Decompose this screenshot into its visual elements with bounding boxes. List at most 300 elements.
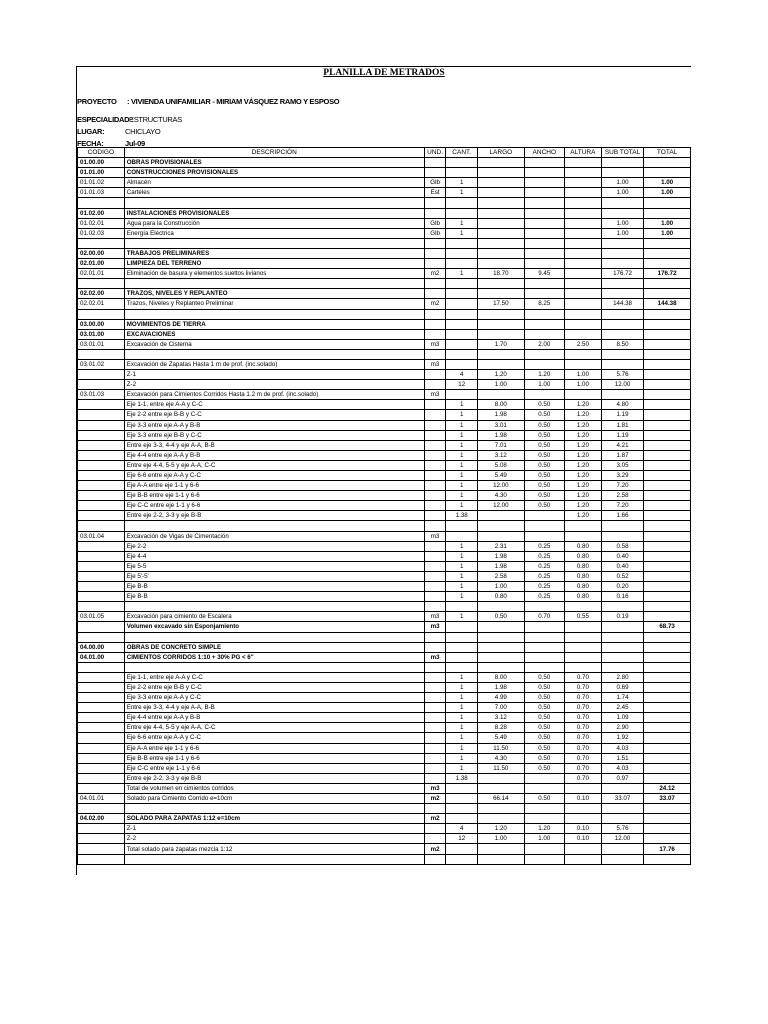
- cell-subtotal: 0.40: [601, 551, 643, 561]
- cell-largo: [477, 329, 524, 339]
- header-row: [78, 148, 691, 158]
- cell-descripcion: Solado para Cimiento Corrido e=10cm: [124, 794, 424, 804]
- cell-codigo: [78, 481, 125, 491]
- cell-codigo: [78, 703, 125, 713]
- cell-largo: [477, 168, 524, 178]
- cell-subtotal: 7.20: [601, 481, 643, 491]
- cell-codigo: [78, 491, 125, 501]
- cell-ancho: 1.20: [524, 370, 564, 380]
- cell-altura: 1.20: [564, 481, 601, 491]
- table-row: [78, 329, 691, 339]
- cell-total: [644, 723, 691, 733]
- cell-subtotal: [601, 238, 643, 248]
- cell-ancho: 0.50: [524, 471, 564, 481]
- cell-cant: 1: [446, 541, 478, 551]
- cell-descripcion: Eliminación de basura y elementos sueltos livianos: [124, 269, 424, 279]
- cell-cant: 1: [446, 269, 478, 279]
- table-row: [78, 289, 691, 299]
- cell-subtotal: [601, 289, 643, 299]
- cell-largo: 1.98: [477, 682, 524, 692]
- cell-ancho: 0.25: [524, 551, 564, 561]
- metrados-sheet: [76, 66, 691, 875]
- cell-total: [644, 521, 691, 531]
- table-row: [78, 743, 691, 753]
- cell-descripcion: Eje 6-6 entre eje A-A y C-C: [124, 471, 424, 481]
- cell-altura: [564, 218, 601, 228]
- cell-largo: 66.14: [477, 794, 524, 804]
- col-codigo: CODIGO: [78, 148, 125, 158]
- cell-descripcion: Entre eje 2-2, 3-3 y eje B-B: [124, 511, 424, 521]
- cell-altura: [564, 178, 601, 188]
- cell-codigo: [78, 854, 125, 864]
- cell-subtotal: [601, 531, 643, 541]
- cell-subtotal: 2.58: [601, 491, 643, 501]
- cell-largo: 1.98: [477, 410, 524, 420]
- cell-und: m3: [424, 612, 446, 622]
- cell-und: [424, 854, 446, 864]
- cell-und: m3: [424, 359, 446, 369]
- cell-cant: [446, 814, 478, 824]
- header-proyecto: [77, 97, 340, 106]
- cell-largo: 8.00: [477, 400, 524, 410]
- table-row: [78, 521, 691, 531]
- cell-codigo: 01.02.00: [78, 208, 125, 218]
- cell-descripcion: Eje C-C entre eje 1-1 y 6-6: [124, 501, 424, 511]
- cell-subtotal: [601, 279, 643, 289]
- cell-cant: [446, 390, 478, 400]
- table-row: [78, 693, 691, 703]
- cell-subtotal: [601, 198, 643, 208]
- cell-altura: 0.70: [564, 713, 601, 723]
- cell-subtotal: 0.20: [601, 582, 643, 592]
- cell-cant: [446, 329, 478, 339]
- cell-descripcion: EXCAVACIONES: [124, 329, 424, 339]
- cell-ancho: [524, 178, 564, 188]
- cell-cant: [446, 652, 478, 662]
- cell-subtotal: [601, 844, 643, 854]
- cell-cant: [446, 279, 478, 289]
- cell-altura: [564, 158, 601, 168]
- table-row: [78, 460, 691, 470]
- cell-subtotal: [601, 319, 643, 329]
- cell-descripcion: [124, 632, 424, 642]
- cell-ancho: 0.50: [524, 743, 564, 753]
- cell-altura: 1.20: [564, 430, 601, 440]
- cell-ancho: 0.50: [524, 481, 564, 491]
- cell-und: [424, 511, 446, 521]
- cell-ancho: 8.25: [524, 299, 564, 309]
- cell-descripcion: Excavación para Cimientos Corridos Hasta 1.2 m de prof. (inc.solado): [124, 390, 424, 400]
- cell-total: 1.00: [644, 178, 691, 188]
- cell-subtotal: 1.00: [601, 188, 643, 198]
- cell-und: [424, 309, 446, 319]
- cell-codigo: [78, 763, 125, 773]
- cell-cant: [446, 531, 478, 541]
- lugar-value: CHICLAYO: [125, 127, 161, 136]
- cell-altura: [564, 662, 601, 672]
- cell-total: [644, 370, 691, 380]
- cell-total: [644, 309, 691, 319]
- cell-descripcion: Eje A-A entre eje 1-1 y 6-6: [124, 743, 424, 753]
- cell-ancho: 0.25: [524, 582, 564, 592]
- cell-ancho: [524, 248, 564, 258]
- cell-subtotal: 1.00: [601, 228, 643, 238]
- cell-largo: 4.30: [477, 753, 524, 763]
- cell-total: [644, 713, 691, 723]
- cell-subtotal: [601, 652, 643, 662]
- cell-cant: [446, 662, 478, 672]
- table-row: [78, 834, 691, 844]
- table-row: [78, 592, 691, 602]
- cell-altura: 1.00: [564, 370, 601, 380]
- cell-ancho: [524, 642, 564, 652]
- cell-altura: 0.80: [564, 561, 601, 571]
- cell-und: [424, 602, 446, 612]
- cell-codigo: [78, 824, 125, 834]
- cell-und: Glb: [424, 218, 446, 228]
- table-row: [78, 713, 691, 723]
- fecha-value: Jul-09: [125, 139, 145, 148]
- cell-ancho: [524, 602, 564, 612]
- cell-und: m3: [424, 339, 446, 349]
- cell-largo: 11.50: [477, 743, 524, 753]
- cell-largo: [477, 642, 524, 652]
- cell-subtotal: [601, 814, 643, 824]
- cell-codigo: 03.01.01: [78, 339, 125, 349]
- cell-und: [424, 450, 446, 460]
- cell-largo: 18.70: [477, 269, 524, 279]
- cell-codigo: [78, 672, 125, 682]
- table-row: [78, 370, 691, 380]
- cell-total: [644, 430, 691, 440]
- cell-cant: [446, 299, 478, 309]
- cell-altura: 0.10: [564, 794, 601, 804]
- col-cant: CANT.: [446, 148, 478, 158]
- cell-und: [424, 571, 446, 581]
- table-row: [78, 783, 691, 793]
- cell-total: [644, 682, 691, 692]
- cell-cant: [446, 319, 478, 329]
- col-total: TOTAL: [644, 148, 691, 158]
- cell-largo: 3.01: [477, 420, 524, 430]
- cell-altura: [564, 632, 601, 642]
- cell-altura: [564, 854, 601, 864]
- cell-altura: 1.20: [564, 471, 601, 481]
- cell-und: [424, 491, 446, 501]
- cell-total: [644, 693, 691, 703]
- cell-subtotal: 4.03: [601, 743, 643, 753]
- cell-subtotal: 2.90: [601, 723, 643, 733]
- cell-cant: 1: [446, 410, 478, 420]
- cell-und: [424, 723, 446, 733]
- cell-und: [424, 158, 446, 168]
- cell-cant: 1: [446, 420, 478, 430]
- table-row: [78, 561, 691, 571]
- cell-descripcion: Total solado para zapatas mezcla 1:12: [124, 844, 424, 854]
- cell-und: [424, 198, 446, 208]
- cell-cant: 1: [446, 713, 478, 723]
- cell-cant: [446, 854, 478, 864]
- cell-codigo: [78, 279, 125, 289]
- cell-cant: [446, 168, 478, 178]
- cell-codigo: [78, 400, 125, 410]
- cell-ancho: [524, 228, 564, 238]
- cell-largo: 3.12: [477, 450, 524, 460]
- cell-cant: 1: [446, 400, 478, 410]
- cell-und: [424, 733, 446, 743]
- cell-total: [644, 612, 691, 622]
- cell-codigo: [78, 551, 125, 561]
- col-largo: LARGO: [477, 148, 524, 158]
- cell-und: [424, 561, 446, 571]
- cell-cant: 1: [446, 723, 478, 733]
- cell-descripcion: Eje 1-1, entre eje A-A y C-C: [124, 400, 424, 410]
- cell-codigo: [78, 571, 125, 581]
- cell-cant: 1: [446, 612, 478, 622]
- cell-und: [424, 410, 446, 420]
- cell-cant: 1: [446, 743, 478, 753]
- especialidad-value: ESTRUCTURAS: [129, 115, 182, 124]
- cell-descripcion: [124, 238, 424, 248]
- cell-codigo: [78, 198, 125, 208]
- cell-altura: 1.20: [564, 420, 601, 430]
- col-subtotal: SUB TOTAL: [601, 148, 643, 158]
- cell-und: [424, 672, 446, 682]
- cell-total: [644, 592, 691, 602]
- cell-codigo: 02.01.00: [78, 259, 125, 269]
- cell-descripcion: Eje 4-4 entre eje A-A y B-B: [124, 450, 424, 460]
- cell-ancho: 0.50: [524, 753, 564, 763]
- cell-ancho: 1.00: [524, 380, 564, 390]
- cell-descripcion: [124, 602, 424, 612]
- cell-cant: 1: [446, 592, 478, 602]
- cell-ancho: [524, 208, 564, 218]
- cell-altura: 0.10: [564, 824, 601, 834]
- table-body: [78, 158, 691, 865]
- cell-altura: [564, 329, 601, 339]
- cell-total: [644, 642, 691, 652]
- cell-und: [424, 763, 446, 773]
- cell-und: [424, 541, 446, 551]
- cell-und: [424, 248, 446, 258]
- cell-subtotal: [601, 259, 643, 269]
- cell-und: [424, 279, 446, 289]
- table-row: [78, 814, 691, 824]
- cell-codigo: 04.02.00: [78, 814, 125, 824]
- cell-subtotal: [601, 804, 643, 814]
- cell-altura: 0.70: [564, 733, 601, 743]
- cell-total: [644, 440, 691, 450]
- cell-altura: 1.20: [564, 450, 601, 460]
- cell-cant: 1: [446, 733, 478, 743]
- table-row: [78, 218, 691, 228]
- cell-altura: 0.70: [564, 773, 601, 783]
- cell-altura: [564, 238, 601, 248]
- cell-ancho: 0.25: [524, 541, 564, 551]
- cell-largo: [477, 652, 524, 662]
- cell-descripcion: Agua para la Construcción: [124, 218, 424, 228]
- cell-codigo: 03.01.04: [78, 531, 125, 541]
- cell-descripcion: Eje B-B: [124, 592, 424, 602]
- col-descripcion: DESCRIPCIÓN: [124, 148, 424, 158]
- cell-largo: [477, 228, 524, 238]
- cell-codigo: [78, 501, 125, 511]
- cell-codigo: [78, 380, 125, 390]
- cell-cant: [446, 259, 478, 269]
- cell-altura: [564, 188, 601, 198]
- cell-und: [424, 238, 446, 248]
- cell-codigo: [78, 783, 125, 793]
- cell-descripcion: Eje B-B entre eje 1-1 y 6-6: [124, 491, 424, 501]
- cell-altura: [564, 804, 601, 814]
- cell-ancho: [524, 622, 564, 632]
- cell-ancho: [524, 218, 564, 228]
- table-row: [78, 359, 691, 369]
- cell-und: [424, 592, 446, 602]
- table-row: [78, 158, 691, 168]
- table-row: [78, 188, 691, 198]
- cell-cant: [446, 349, 478, 359]
- cell-und: [424, 632, 446, 642]
- cell-total: [644, 571, 691, 581]
- cell-altura: [564, 248, 601, 258]
- cell-codigo: [78, 804, 125, 814]
- cell-largo: 1.00: [477, 834, 524, 844]
- cell-cant: 1: [446, 571, 478, 581]
- cell-descripcion: LIMPIEZA DEL TERRENO: [124, 259, 424, 269]
- cell-subtotal: 1.00: [601, 218, 643, 228]
- cell-subtotal: 7.20: [601, 501, 643, 511]
- cell-und: [424, 521, 446, 531]
- table-row: [78, 733, 691, 743]
- cell-cant: 1: [446, 450, 478, 460]
- cell-total: 144.38: [644, 299, 691, 309]
- cell-subtotal: 1.92: [601, 733, 643, 743]
- cell-largo: 12.00: [477, 501, 524, 511]
- cell-und: [424, 834, 446, 844]
- cell-subtotal: [601, 642, 643, 652]
- cell-subtotal: 0.40: [601, 561, 643, 571]
- cell-ancho: 0.50: [524, 460, 564, 470]
- cell-total: [644, 733, 691, 743]
- cell-largo: [477, 602, 524, 612]
- cell-total: [644, 158, 691, 168]
- cell-altura: [564, 390, 601, 400]
- cell-largo: 1.98: [477, 551, 524, 561]
- cell-cant: 1: [446, 491, 478, 501]
- cell-cant: [446, 208, 478, 218]
- cell-und: m2: [424, 794, 446, 804]
- cell-ancho: 0.50: [524, 440, 564, 450]
- cell-descripcion: MOVIMIENTOS DE TIERRA: [124, 319, 424, 329]
- cell-und: [424, 551, 446, 561]
- cell-und: [424, 642, 446, 652]
- cell-ancho: [524, 259, 564, 269]
- cell-codigo: [78, 834, 125, 844]
- cell-largo: [477, 804, 524, 814]
- cell-total: [644, 551, 691, 561]
- cell-largo: [477, 814, 524, 824]
- cell-largo: 1.98: [477, 561, 524, 571]
- cell-ancho: [524, 814, 564, 824]
- cell-altura: 1.20: [564, 491, 601, 501]
- cell-subtotal: 0.16: [601, 592, 643, 602]
- cell-total: [644, 339, 691, 349]
- cell-codigo: [78, 592, 125, 602]
- cell-codigo: [78, 753, 125, 763]
- cell-subtotal: 3.05: [601, 460, 643, 470]
- cell-largo: [477, 773, 524, 783]
- cell-altura: 0.70: [564, 682, 601, 692]
- cell-descripcion: Z-2: [124, 380, 424, 390]
- cell-descripcion: Entre eje 4-4, 5-5 y eje A-A, C-C: [124, 460, 424, 470]
- cell-cant: 1: [446, 440, 478, 450]
- cell-subtotal: 4.21: [601, 440, 643, 450]
- cell-largo: [477, 632, 524, 642]
- cell-codigo: [78, 582, 125, 592]
- cell-descripcion: Eje 2-2 entre eje B-B y C-C: [124, 410, 424, 420]
- cell-und: [424, 703, 446, 713]
- cell-codigo: [78, 349, 125, 359]
- cell-total: 68.73: [644, 622, 691, 632]
- table-row: [78, 703, 691, 713]
- cell-subtotal: 0.69: [601, 682, 643, 692]
- cell-subtotal: 5.76: [601, 824, 643, 834]
- cell-total: 1.00: [644, 228, 691, 238]
- cell-cant: 1: [446, 501, 478, 511]
- table-row: [78, 582, 691, 592]
- cell-subtotal: [601, 783, 643, 793]
- cell-ancho: [524, 844, 564, 854]
- cell-altura: [564, 299, 601, 309]
- cell-total: [644, 460, 691, 470]
- cell-ancho: 0.25: [524, 561, 564, 571]
- cell-descripcion: Z-1: [124, 370, 424, 380]
- cell-ancho: [524, 531, 564, 541]
- cell-descripcion: Eje A-A entre eje 1-1 y 6-6: [124, 481, 424, 491]
- cell-und: [424, 501, 446, 511]
- cell-codigo: [78, 410, 125, 420]
- cell-altura: [564, 269, 601, 279]
- cell-ancho: 0.50: [524, 723, 564, 733]
- cell-und: [424, 430, 446, 440]
- cell-descripcion: OBRAS PROVISIONALES: [124, 158, 424, 168]
- cell-descripcion: Excavación de Zapatas Hasta 1 m de prof. (inc.solado): [124, 359, 424, 369]
- cell-largo: 8.00: [477, 672, 524, 682]
- cell-ancho: 0.70: [524, 612, 564, 622]
- cell-subtotal: [601, 349, 643, 359]
- cell-descripcion: [124, 309, 424, 319]
- cell-ancho: [524, 279, 564, 289]
- cell-codigo: [78, 844, 125, 854]
- cell-cant: [446, 309, 478, 319]
- cell-largo: [477, 279, 524, 289]
- cell-largo: 1.98: [477, 430, 524, 440]
- cell-altura: 1.00: [564, 380, 601, 390]
- cell-und: [424, 662, 446, 672]
- cell-total: [644, 511, 691, 521]
- cell-codigo: [78, 430, 125, 440]
- cell-codigo: [78, 420, 125, 430]
- cell-descripcion: Eje 4-4: [124, 551, 424, 561]
- cell-total: [644, 672, 691, 682]
- proyecto-label: PROYECTO: [77, 97, 117, 106]
- cell-cant: [446, 158, 478, 168]
- cell-und: [424, 481, 446, 491]
- cell-subtotal: 0.97: [601, 773, 643, 783]
- table-row: [78, 652, 691, 662]
- cell-total: [644, 198, 691, 208]
